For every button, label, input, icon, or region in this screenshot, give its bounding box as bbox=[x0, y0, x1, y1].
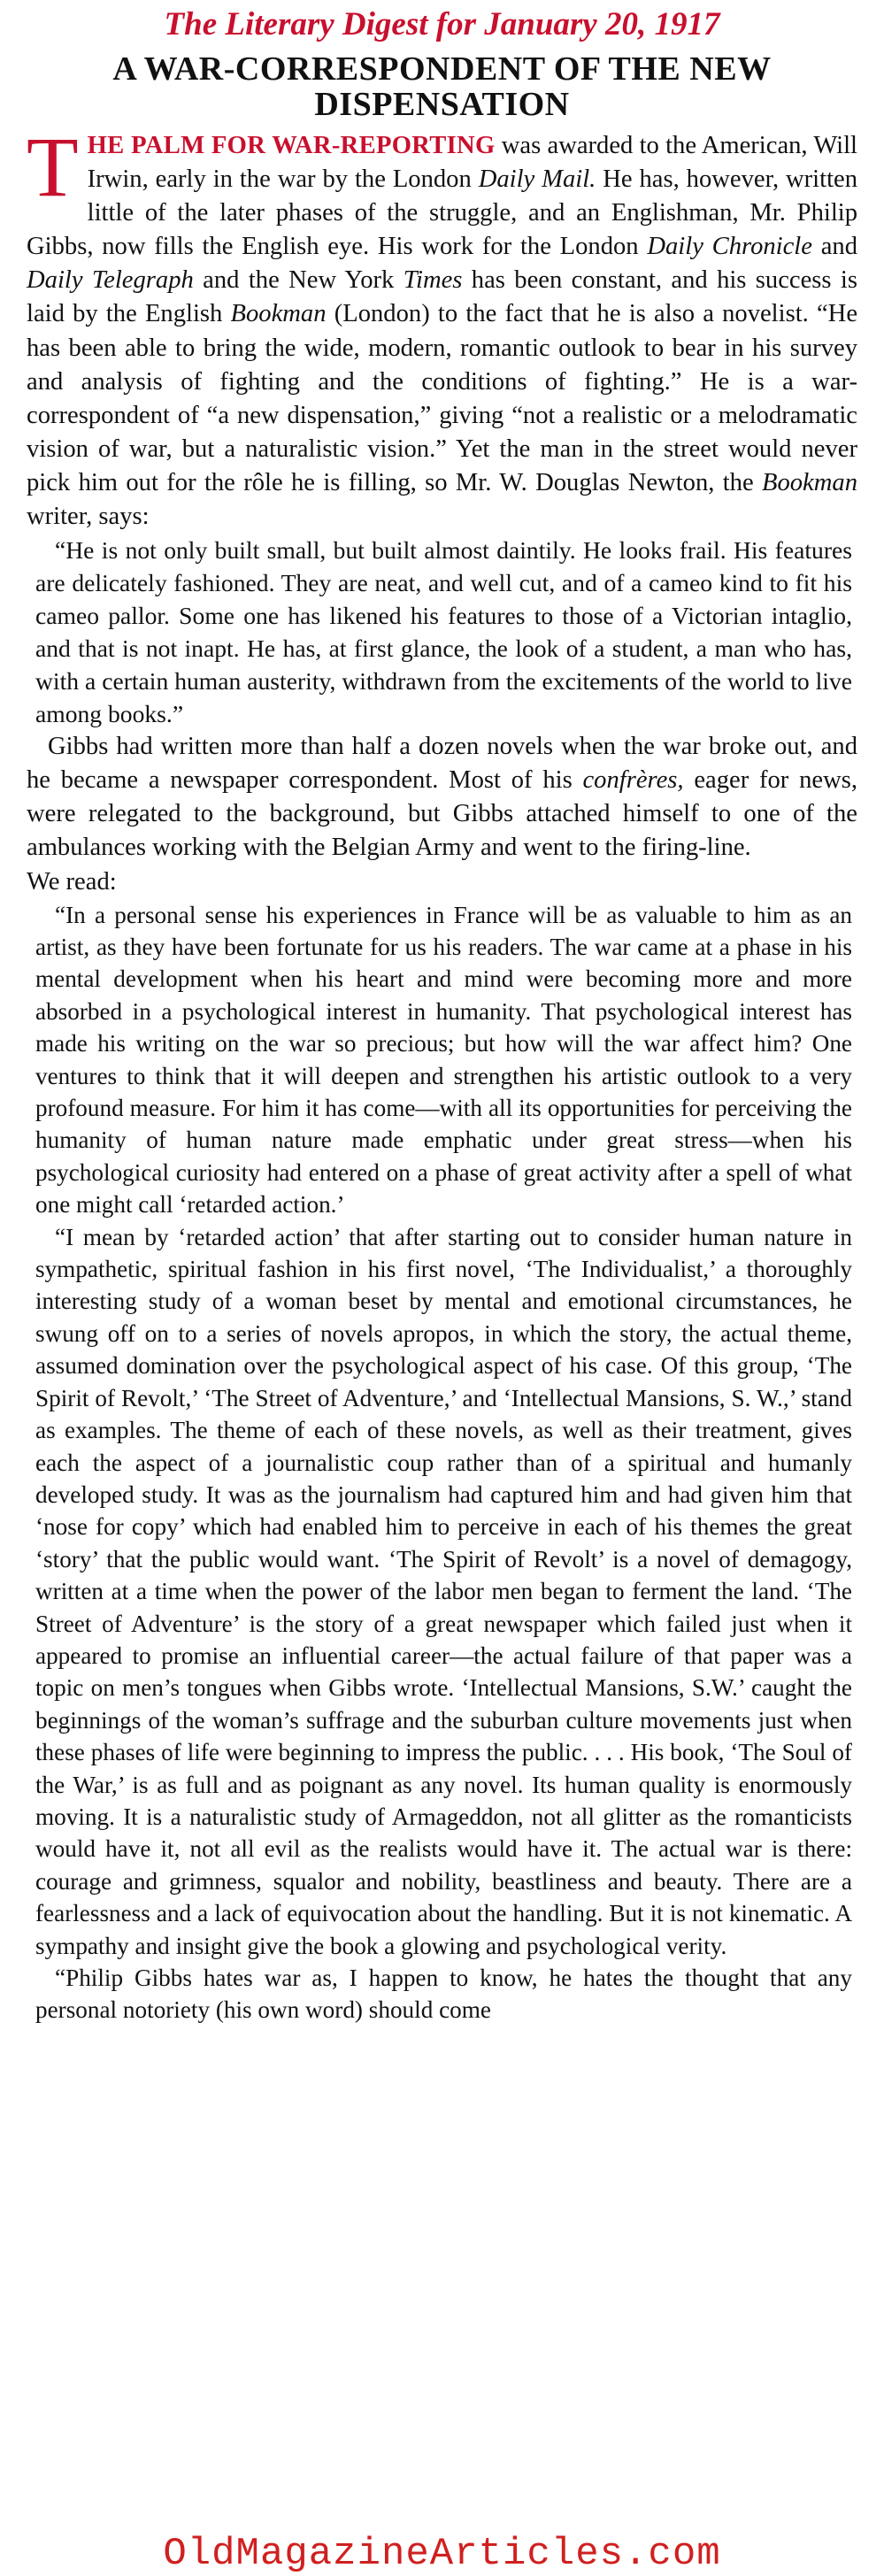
body-paragraph-2: Gibbs had written more than half a dozen novels when the war broke out, and he became a newspaper correspondent. Most of his confrères, eager for news, were relegated to the background, but Gibbs attached himself to one of the ambulances working with the Belgian Army and went to the firing-line. bbox=[27, 733, 858, 862]
lead-caps: HE PALM FOR WAR-REPORTING bbox=[87, 132, 496, 159]
quote-paragraph: “Philip Gibbs hates war as, I happen to know, he hates the thought that any personal notoriety (his own word) should come bbox=[35, 1965, 852, 2024]
site-watermark: OldMagazineArticles.com bbox=[163, 2532, 721, 2576]
quote-paragraph: “He is not only built small, but built almost daintily. He looks frail. His features are delicately fashioned. They are neat, and well cut, and of a cameo kind to fit his cameo pallor. Some one has likened his features to those of a Victorian intaglio, and that is not inapt. He has, at first glance, the look of a student, a man who has, with a certain human austerity, withdrawn from the excitements of the world to live among books.” bbox=[35, 536, 852, 728]
lead-paragraph: THE PALM FOR WAR-REPORTING was awarded to the American, Will Irwin, early in the war by the London Daily Mail. He has, however, written little of the later phases of the struggle, and an Englishman, Mr. Philip Gibbs, now fills the English eye. His work for the London Daily Chronicle and Daily Telegraph and the New York Times has been constant, and his success is laid by the English Bookman (London) to the fact that he is also a novelist. “He has been able to bring the wide, modern, romantic outlook to bear in his survey and analysis of fighting and the conditions of fighting.” He is a war-correspondent of “a new dispensation,” giving “not a realistic or a melodramatic vision of war, but a naturalistic vision.” Yet the man in the street would never pick him out for the rôle he is filling, so Mr. W. Douglas Newton, the Bookman writer, says: bbox=[27, 119, 858, 531]
article-headline: A WAR-CORRESPONDENT OF THE NEW DISPENSATION bbox=[112, 50, 772, 123]
drop-cap: T bbox=[27, 119, 79, 214]
article-body bbox=[27, 119, 858, 2026]
masthead-title: The Literary Digest for January 20, 1917 bbox=[164, 6, 720, 42]
quote-paragraph: “I mean by ‘retarded action’ that after starting out to consider human nature in sympathetic, spiritual fashion in his first novel, ‘The Individualist,’ a thoroughly interesting study of a woman beset by mental and emotional circumstances, he swung off on to a series of novels apropos, in which the story, the actual theme, assumed domination over the psychological aspect of his case. Of this group, ‘The Spirit of Revolt,’ ‘The Street of Adventure,’ and ‘Intellectual Mansions, S. W.,’ stand as examples. The theme of each of these novels, as well as their treatment, gives each the aspect of a journalistic coup rather than of a spiritual and humanly developed study. It was as the journalism had captured him and had given him that ‘nose for copy’ which had enabled him to perceive in each of his themes the great ‘story’ that the public would want. ‘The Spirit of Revolt’ is a novel of demagogy, written at a time when the power of the labor men began to ferment the land. ‘The Street of Adventure’ is the story of a great newspaper which failed just when it appeared to promise an influential career—the actual failure of that paper was a topic on men’s tongues when Gibbs wrote. ‘Intellectual Mansions, S.W.’ caught the beginnings of the woman’s suffrage and the suburban culture movements just when these phases of life were beginning to impress the public. . . . His book, ‘The Soul of the War,’ is as full and as poignant as any novel. Its human quality is enormously moving. It is a naturalistic study of Armageddon, not all glitter as the romanticists would have it, not all evil as the realists would have it. The actual war is there: courage and grimness, squalor and nobility, beastliness and beauty. There are a fearlessness and a lack of equivocation about the handling. But it is not kinematic. A sympathy and insight give the book a glowing and psychological verity. bbox=[35, 1223, 852, 1959]
quote-block-2 bbox=[35, 899, 852, 2026]
quote-block-1 bbox=[35, 534, 852, 730]
body-paragraph-we-read: We read: bbox=[27, 867, 117, 896]
quote-paragraph: “In a personal sense his experiences in France will be as valuable to him as an artist, as they have been fortunate for us his readers. The war came at a phase in his mental development when his heart and mind were becoming more and more absorbed in a psychological interest in humanity. That psychological interest has made his writing on the war so precious; but how will the war affect him? One ventures to think that it will deepen and strengthen his artistic outlook to a very profound measure. For him it has come—with all its opportunities for perceiving the humanity of human nature made emphatic under great stress—when his psychological curiosity had entered on a phase of great activity after a spell of what one might call ‘retarded action.’ bbox=[35, 901, 852, 1219]
